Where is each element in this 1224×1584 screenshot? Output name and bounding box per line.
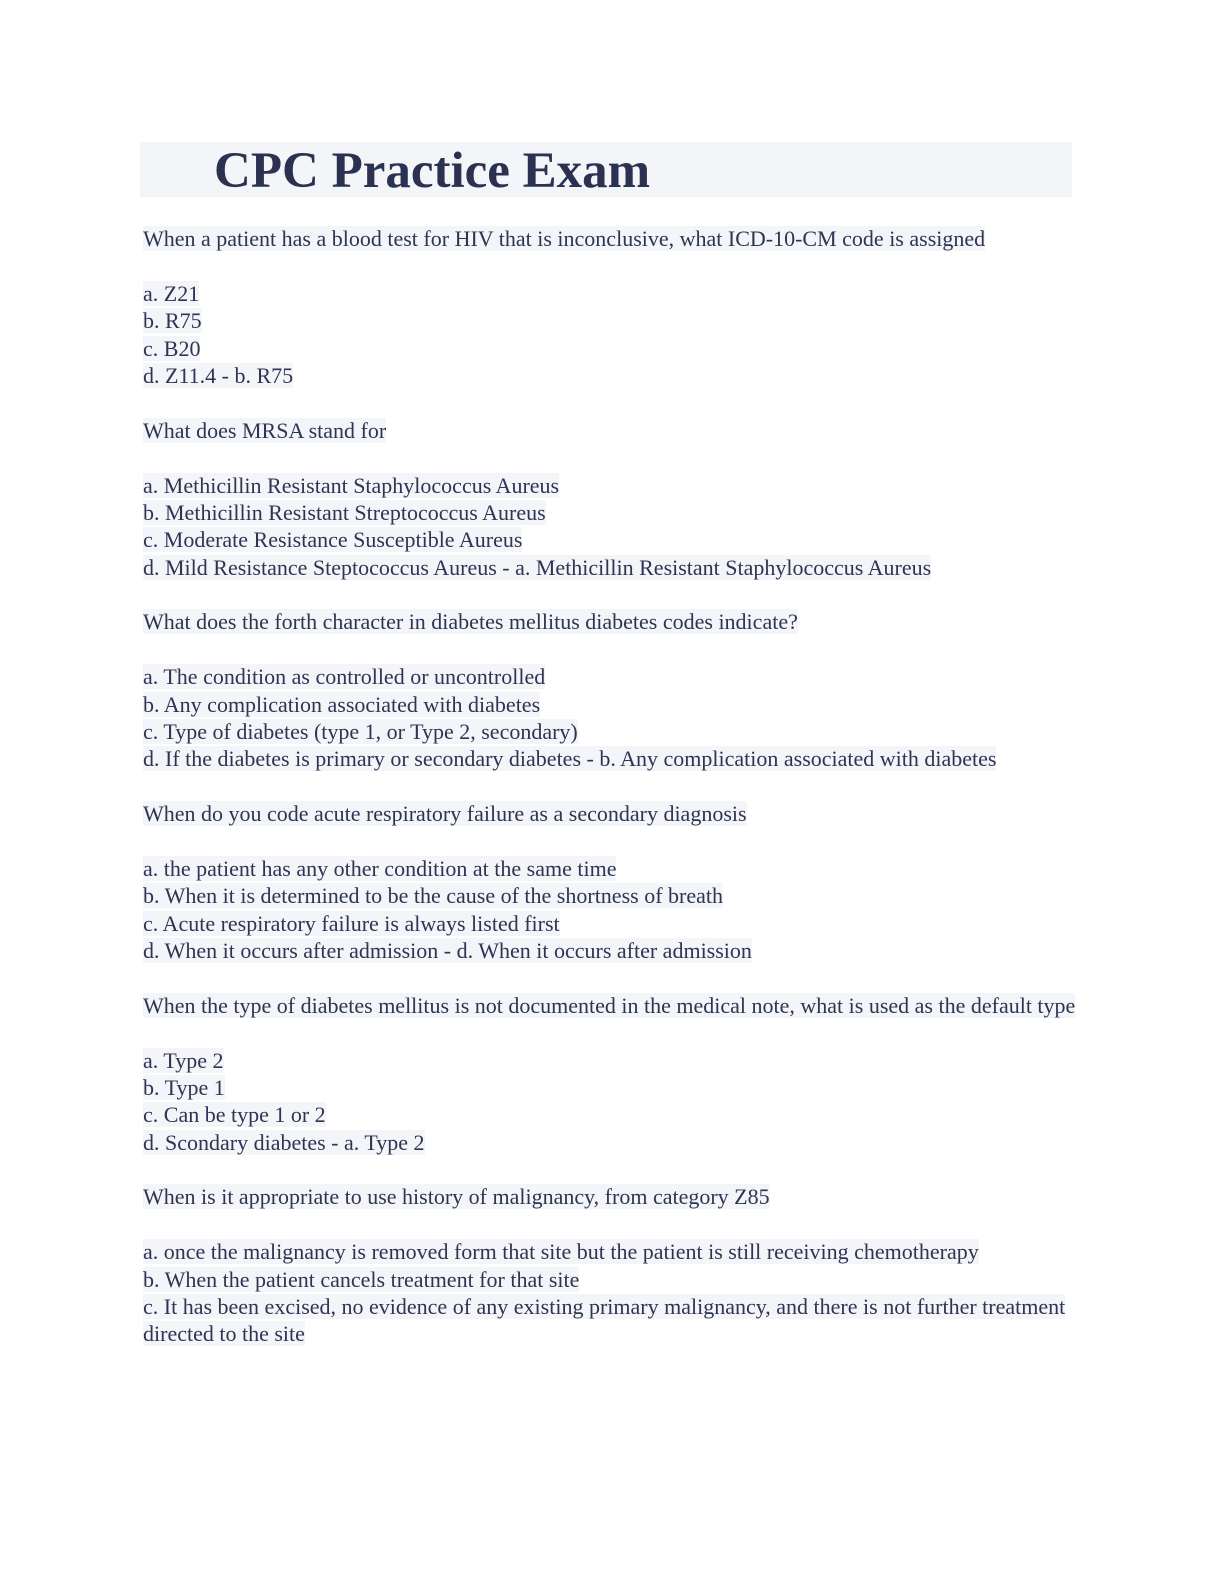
- question-3: [143, 608, 1078, 636]
- exam-content: [143, 225, 1078, 1375]
- options-3: [143, 663, 1078, 773]
- option-d-answer: d. Z11.4 - b. R75: [143, 363, 294, 389]
- options-5: [143, 1047, 1078, 1157]
- option-d-answer: d. Scondary diabetes - a. Type 2: [143, 1129, 425, 1155]
- option-b: b. When it is determined to be the cause of the shortness of breath: [143, 883, 723, 909]
- option-a: a. the patient has any other condition at the same time: [143, 855, 617, 881]
- question-2: [143, 417, 1078, 445]
- question-text: When a patient has a blood test for HIV that is inconclusive, what ICD-10-CM code is assigned: [143, 226, 986, 251]
- question-4: [143, 800, 1078, 828]
- question-text: What does the forth character in diabetes mellitus diabetes codes indicate?: [143, 609, 798, 635]
- options-2: [143, 472, 1078, 582]
- question-text: When do you code acute respiratory failure as a secondary diagnosis: [143, 800, 747, 826]
- option-b: b. Type 1: [143, 1074, 225, 1100]
- question-6: [143, 1183, 1078, 1211]
- options-1: [143, 280, 1078, 390]
- option-a: a. Z21: [143, 281, 200, 306]
- option-b: b. When the patient cancels treatment for that site: [143, 1266, 580, 1292]
- option-b: b. R75: [143, 308, 202, 334]
- option-c: c. Moderate Resistance Susceptible Aureus: [143, 527, 523, 553]
- option-a: a. Methicillin Resistant Staphylococcus Aureus: [143, 472, 560, 498]
- page-title: CPC Practice Exam: [214, 143, 651, 199]
- option-c: c. Acute respiratory failure is always listed first: [143, 910, 560, 936]
- option-c: c. Type of diabetes (type 1, or Type 2, secondary): [143, 719, 578, 745]
- question-text: What does MRSA stand for: [143, 417, 387, 443]
- option-b: b. Methicillin Resistant Streptococcus Aureus: [143, 500, 546, 526]
- question-text: When is it appropriate to use history of malignancy, from category Z85: [143, 1184, 770, 1210]
- option-d-answer: d. Mild Resistance Steptococcus Aureus - a. Methicillin Resistant Staphylococcus Aureus: [143, 554, 932, 580]
- option-c: c. It has been excised, no evidence of any existing primary malignancy, and there is not further treatment directed to the site: [143, 1293, 1066, 1347]
- option-a: a. once the malignancy is removed form that site but the patient is still receiving chemotherapy: [143, 1239, 979, 1265]
- option-d-answer: d. If the diabetes is primary or secondary diabetes - b. Any complication associated with diabetes: [143, 746, 997, 772]
- option-a: a. The condition as controlled or uncontrolled: [143, 664, 546, 690]
- option-c: c. Can be type 1 or 2: [143, 1102, 326, 1128]
- option-b: b. Any complication associated with diabetes: [143, 691, 541, 717]
- options-6: [143, 1238, 1078, 1348]
- question-text: When the type of diabetes mellitus is not documented in the medical note, what is used as the default type: [143, 992, 1076, 1018]
- options-4: [143, 855, 1078, 965]
- question-1: [143, 225, 1078, 253]
- option-c: c. B20: [143, 335, 201, 361]
- option-d-answer: d. When it occurs after admission - d. When it occurs after admission: [143, 938, 752, 964]
- question-5: [143, 992, 1078, 1020]
- option-a: a. Type 2: [143, 1047, 224, 1073]
